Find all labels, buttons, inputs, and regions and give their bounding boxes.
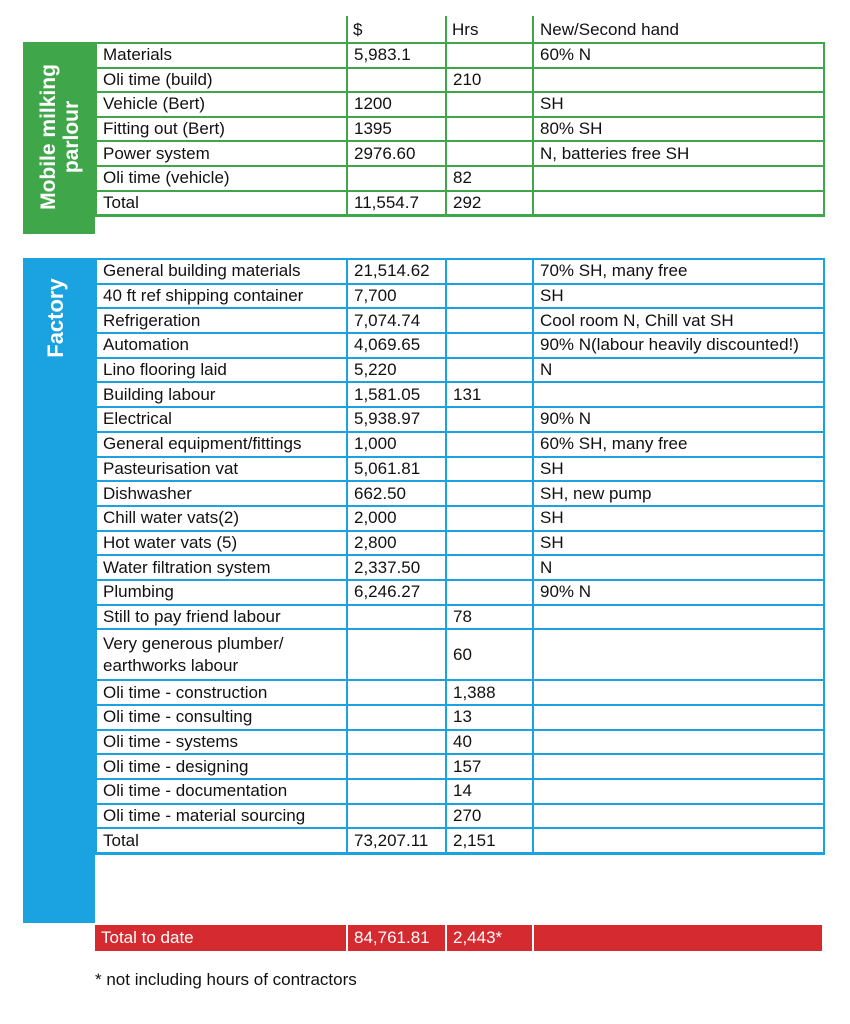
item-cell: Pasteurisation vat (96, 457, 347, 482)
cost-cell: 2,000 (347, 506, 446, 531)
cost-cell (347, 754, 446, 779)
factory-table (95, 258, 825, 855)
grand-total-label: Total to date (101, 928, 194, 947)
table-row (96, 580, 824, 605)
condition-cell (533, 166, 824, 191)
item-cell: Oli time - consulting (96, 705, 347, 730)
condition-cell (533, 605, 824, 630)
table-row (96, 555, 824, 580)
item-cell: Oli time - material sourcing (96, 804, 347, 829)
item-cell: Dishwasher (96, 481, 347, 506)
condition-cell: 70% SH, many free (533, 259, 824, 284)
hours-cell (446, 43, 533, 68)
item-cell: Building labour (96, 382, 347, 407)
item-cell: Still to pay friend labour (96, 605, 347, 630)
cost-cell: 2976.60 (347, 141, 446, 166)
cost-cell: 1,581.05 (347, 382, 446, 407)
item-cell: Oli time (build) (96, 68, 347, 93)
table-row (96, 779, 824, 804)
item-cell: Electrical (96, 407, 347, 432)
hours-cell (446, 141, 533, 166)
condition-cell (533, 191, 824, 216)
cost-cell: 2,800 (347, 531, 446, 556)
cost-cell: 6,246.27 (347, 580, 446, 605)
hours-cell (446, 432, 533, 457)
hours-cell: 270 (446, 804, 533, 829)
mobile-section-bar (23, 42, 95, 234)
hours-cell (446, 92, 533, 117)
cost-cell: 21,514.62 (347, 259, 446, 284)
hours-cell (446, 284, 533, 309)
condition-cell: 90% N (533, 407, 824, 432)
item-cell: Refrigeration (96, 308, 347, 333)
condition-cell: 60% N (533, 43, 824, 68)
condition-cell (533, 705, 824, 730)
item-cell: Chill water vats(2) (96, 506, 347, 531)
hours-cell: 157 (446, 754, 533, 779)
item-cell: Oli time (vehicle) (96, 166, 347, 191)
item-cell: Materials (96, 43, 347, 68)
table-row (96, 605, 824, 630)
table-row (96, 68, 824, 93)
hours-cell (446, 358, 533, 383)
item-cell: General building materials (96, 259, 347, 284)
condition-cell (533, 382, 824, 407)
hours-cell (446, 555, 533, 580)
cost-cell: 5,061.81 (347, 457, 446, 482)
cost-cell (347, 680, 446, 705)
table-row (96, 457, 824, 482)
item-cell: Oli time - systems (96, 730, 347, 755)
table-row (96, 382, 824, 407)
table-row (96, 680, 824, 705)
footnote: * not including hours of contractors (95, 970, 357, 989)
cost-cell: 73,207.11 (347, 828, 446, 853)
item-cell: Power system (96, 141, 347, 166)
condition-cell: SH (533, 531, 824, 556)
table-row (96, 432, 824, 457)
condition-cell: 90% N (533, 580, 824, 605)
hours-cell (446, 506, 533, 531)
item-cell: General equipment/fittings (96, 432, 347, 457)
item-cell: 40 ft ref shipping container (96, 284, 347, 309)
condition-cell: N, batteries free SH (533, 141, 824, 166)
item-cell: Hot water vats (5) (96, 531, 347, 556)
condition-cell: SH (533, 92, 824, 117)
condition-cell: 60% SH, many free (533, 432, 824, 457)
grand-total-divider (532, 925, 534, 951)
hours-cell (446, 117, 533, 142)
table-row (96, 43, 824, 68)
cost-cell (347, 629, 446, 680)
cost-cell: 2,337.50 (347, 555, 446, 580)
header-divider (445, 16, 447, 42)
grand-total-bar (95, 925, 822, 951)
cost-cell (347, 730, 446, 755)
table-row (96, 754, 824, 779)
table-row (96, 259, 824, 284)
factory-section-bar (23, 258, 95, 923)
hours-cell (446, 308, 533, 333)
table-row (96, 828, 824, 853)
item-cell: Oli time - documentation (96, 779, 347, 804)
item-cell: Oli time - construction (96, 680, 347, 705)
hours-cell: 131 (446, 382, 533, 407)
header-divider (346, 16, 348, 42)
condition-cell (533, 629, 824, 680)
cost-cell: 5,220 (347, 358, 446, 383)
table-row (96, 407, 824, 432)
header-divider (532, 16, 534, 42)
factory-section-title: Factory (43, 278, 68, 358)
condition-cell (533, 804, 824, 829)
hours-cell (446, 481, 533, 506)
hours-cell (446, 457, 533, 482)
cost-cell (347, 804, 446, 829)
hours-cell: 82 (446, 166, 533, 191)
condition-cell: SH, new pump (533, 481, 824, 506)
table-row (96, 629, 824, 680)
condition-cell (533, 779, 824, 804)
grand-total-cost: 84,761.81 (354, 928, 430, 947)
hours-cell: 14 (446, 779, 533, 804)
table-row (96, 333, 824, 358)
table-row (96, 481, 824, 506)
header-dollars: $ (353, 20, 363, 39)
table-row (96, 730, 824, 755)
hours-cell: 13 (446, 705, 533, 730)
condition-cell: N (533, 555, 824, 580)
cost-cell: 1395 (347, 117, 446, 142)
header-condition: New/Second hand (540, 20, 679, 39)
condition-cell: SH (533, 506, 824, 531)
condition-cell: SH (533, 457, 824, 482)
table-row (96, 531, 824, 556)
hours-cell: 210 (446, 68, 533, 93)
hours-cell: 40 (446, 730, 533, 755)
cost-cell (347, 779, 446, 804)
table-row (96, 358, 824, 383)
item-cell: Total (96, 828, 347, 853)
table-row (96, 284, 824, 309)
grand-total-hours: 2,443* (453, 928, 503, 947)
cost-cell: 7,700 (347, 284, 446, 309)
condition-cell: 90% N(labour heavily discounted!) (533, 333, 824, 358)
header-hours: Hrs (452, 20, 479, 39)
condition-cell (533, 754, 824, 779)
condition-cell (533, 68, 824, 93)
item-cell: Plumbing (96, 580, 347, 605)
table-row (96, 166, 824, 191)
item-cell: Vehicle (Bert) (96, 92, 347, 117)
cost-cell: 1,000 (347, 432, 446, 457)
cost-cell: 4,069.65 (347, 333, 446, 358)
table-row (96, 92, 824, 117)
cost-cell (347, 68, 446, 93)
item-cell: Oli time - designing (96, 754, 347, 779)
cost-cell (347, 166, 446, 191)
cost-cell: 5,983.1 (347, 43, 446, 68)
condition-cell: SH (533, 284, 824, 309)
cost-cell: 11,554.7 (347, 191, 446, 216)
hours-cell (446, 333, 533, 358)
mobile-section-title: Mobile milking parlour (37, 64, 83, 210)
condition-cell: Cool room N, Chill vat SH (533, 308, 824, 333)
condition-cell (533, 730, 824, 755)
table-row (96, 191, 824, 216)
table-row (96, 705, 824, 730)
item-cell: Automation (96, 333, 347, 358)
hours-cell: 292 (446, 191, 533, 216)
condition-cell: 80% SH (533, 117, 824, 142)
hours-cell: 1,388 (446, 680, 533, 705)
item-cell: Fitting out (Bert) (96, 117, 347, 142)
cost-cell (347, 705, 446, 730)
item-cell: Lino flooring laid (96, 358, 347, 383)
table-row (96, 506, 824, 531)
hours-cell (446, 259, 533, 284)
item-cell: Water filtration system (96, 555, 347, 580)
cost-cell: 7,074.74 (347, 308, 446, 333)
hours-cell: 2,151 (446, 828, 533, 853)
condition-cell: N (533, 358, 824, 383)
table-row (96, 804, 824, 829)
condition-cell (533, 680, 824, 705)
hours-cell: 60 (446, 629, 533, 680)
cost-cell (347, 605, 446, 630)
table-row (96, 117, 824, 142)
hours-cell (446, 407, 533, 432)
hours-cell: 78 (446, 605, 533, 630)
table-row (96, 308, 824, 333)
item-cell: Very generous plumber/ earthworks labour (96, 629, 347, 680)
hours-cell (446, 531, 533, 556)
cost-cell: 1200 (347, 92, 446, 117)
cost-cell: 662.50 (347, 481, 446, 506)
item-cell: Total (96, 191, 347, 216)
mobile-table (95, 42, 825, 217)
hours-cell (446, 580, 533, 605)
condition-cell (533, 828, 824, 853)
table-row (96, 141, 824, 166)
cost-cell: 5,938.97 (347, 407, 446, 432)
